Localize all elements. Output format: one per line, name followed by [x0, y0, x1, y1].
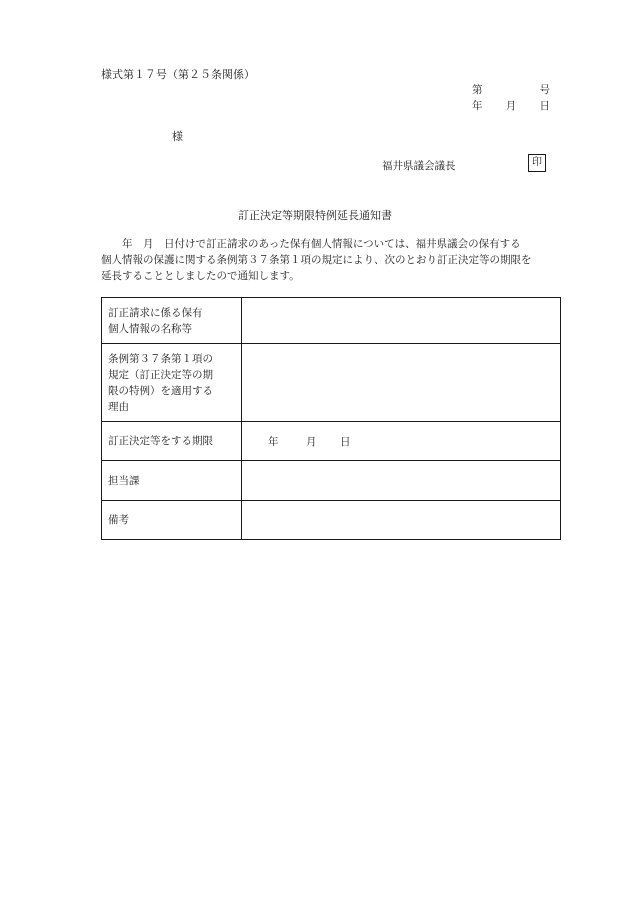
label-char: 訂: [108, 306, 119, 319]
row-label-department: [102, 461, 242, 501]
row-label-info-name: [102, 298, 242, 344]
document-date: [472, 98, 550, 113]
label-char: 係: [160, 306, 171, 319]
label-line: [108, 305, 235, 321]
deadline-year: 年: [268, 435, 279, 448]
recipient: 様: [172, 130, 183, 143]
body-line: 延長することとしましたので通知します。: [101, 270, 300, 282]
label-char: 等: [181, 322, 192, 335]
document-title: 訂正決定等期限特例延長通知書: [238, 209, 392, 222]
table-row: [102, 344, 561, 422]
value-info-name[interactable]: [242, 298, 561, 344]
label-char: 名: [160, 322, 171, 335]
label-line: 訂正決定等をする期限: [108, 435, 213, 447]
date-day: 日: [539, 100, 550, 112]
date-year: 年: [472, 100, 483, 112]
document-number: [472, 82, 550, 97]
body-line: 個人情報の保護に関する条例第３７条第１項の規定により、次のとおり訂正決定等の期限を: [101, 254, 532, 266]
doc-number-suffix: 号: [539, 84, 550, 96]
label-char: 考: [118, 514, 129, 526]
label-line: [108, 512, 235, 528]
label-char: 情: [129, 322, 140, 335]
label-char: 当: [118, 474, 129, 487]
table-row: [102, 501, 561, 540]
label-line: 限の特例）を適用する: [108, 384, 213, 397]
label-char: 報: [139, 322, 150, 335]
label-char: 請: [129, 306, 140, 319]
label-char: 備: [108, 514, 119, 526]
label-line: [108, 473, 235, 489]
deadline-day: 日: [340, 435, 351, 448]
body-paragraph: [101, 236, 561, 284]
form-number: 様式第１７号（第２５条関係）: [101, 68, 255, 81]
deadline-date: [250, 434, 552, 449]
label-char: の: [150, 322, 161, 335]
row-label-deadline: [102, 422, 242, 461]
table-row: [102, 422, 561, 461]
row-label-reason: [102, 344, 242, 422]
label-char: 人: [118, 322, 129, 335]
label-char: 理: [108, 400, 119, 413]
label-line: [108, 321, 235, 337]
label-char: 課: [129, 474, 140, 487]
label-char: 正: [118, 306, 129, 319]
label-char: 担: [108, 474, 119, 487]
label-line: 規定（訂正決定等の期: [108, 368, 213, 381]
label-char: る: [171, 306, 182, 319]
label-char: 有: [192, 306, 203, 319]
table-row: [102, 298, 561, 344]
date-month: 月: [505, 100, 517, 112]
value-reason[interactable]: [242, 344, 561, 422]
label-char: 称: [171, 322, 182, 335]
label-line: 条例第３７条第１項の: [108, 352, 213, 365]
label-char: 由: [118, 400, 129, 413]
label-char: 個: [108, 322, 119, 335]
sender-name: 福井県議会議長: [382, 160, 456, 172]
table-row: [102, 461, 561, 501]
seal-stamp: 印: [528, 154, 546, 172]
label-char: に: [150, 306, 161, 319]
label-line: [108, 399, 235, 415]
value-deadline[interactable]: [242, 422, 561, 461]
doc-number-prefix: 第: [472, 84, 483, 96]
row-label-remarks: [102, 501, 242, 540]
body-line: 年 月 日付けで訂正請求のあった保有個人情報については、福井県議会の保有する: [122, 238, 521, 250]
label-char: 保: [181, 306, 192, 319]
value-remarks[interactable]: [242, 501, 561, 540]
deadline-month: 月: [306, 435, 317, 448]
label-char: 求: [139, 306, 150, 319]
detail-table: [101, 297, 561, 540]
value-department[interactable]: [242, 461, 561, 501]
